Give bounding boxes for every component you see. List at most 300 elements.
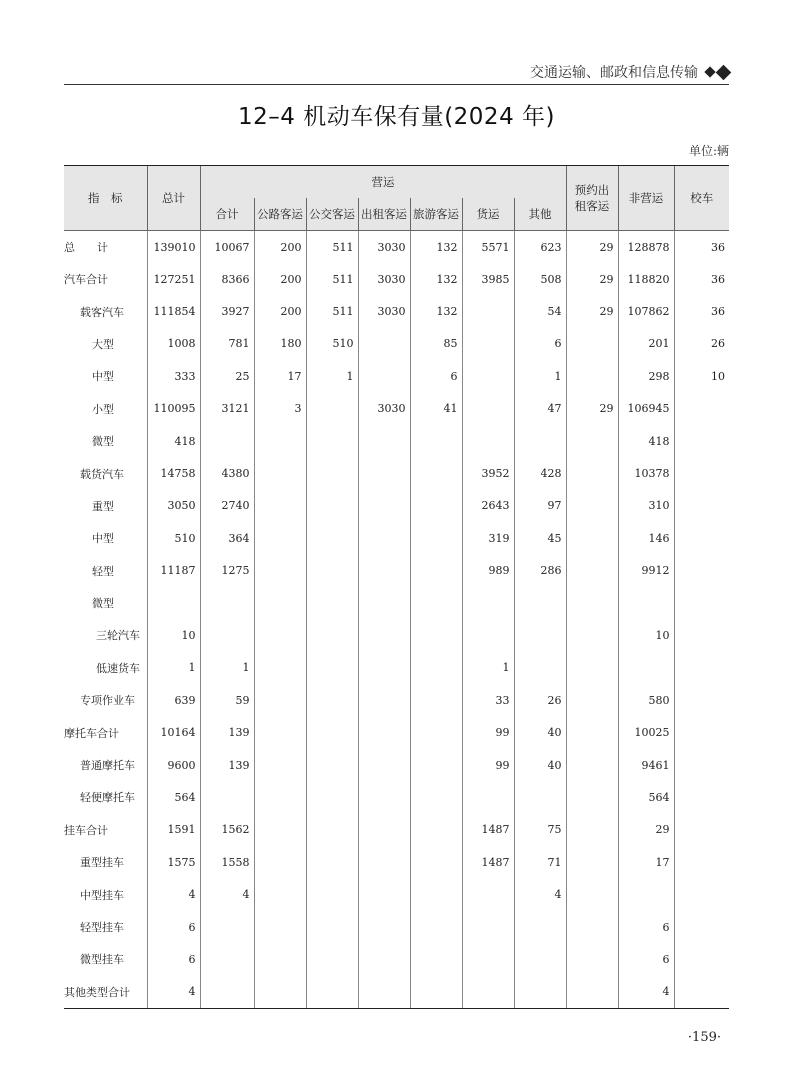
- table-cell: [410, 943, 462, 975]
- table-cell: [358, 328, 410, 360]
- table-cell: [674, 781, 729, 813]
- table-cell: 364: [200, 522, 254, 554]
- table-cell: 107862: [618, 295, 674, 327]
- row-label: 专项作业车: [80, 694, 135, 708]
- header-ride-hailing: [566, 166, 618, 231]
- table-cell: 26: [514, 684, 566, 716]
- header-non-operating: 非营运: [618, 166, 674, 231]
- table-cell: [254, 555, 306, 587]
- table-cell: 17: [618, 846, 674, 878]
- table-cell: 9600: [147, 749, 200, 781]
- table-cell: 564: [147, 781, 200, 813]
- table-cell: [462, 295, 514, 327]
- row-label: 载货汽车: [80, 467, 124, 481]
- table-cell: [254, 457, 306, 489]
- table-cell: 1487: [462, 814, 514, 846]
- table-cell: 132: [410, 295, 462, 327]
- table-cell: [254, 716, 306, 748]
- table-row: [64, 360, 729, 392]
- table-cell: 3030: [358, 393, 410, 425]
- table-cell: [306, 393, 358, 425]
- table-cell: 146: [618, 522, 674, 554]
- header-public-transit: 公交客运: [306, 198, 358, 231]
- table-cell: [462, 911, 514, 943]
- table-cell: [306, 587, 358, 619]
- table-cell: [306, 878, 358, 910]
- table-cell: [566, 684, 618, 716]
- table-cell: 17: [254, 360, 306, 392]
- table-cell: [306, 684, 358, 716]
- table-cell: [358, 749, 410, 781]
- table-cell: [410, 522, 462, 554]
- table-cell: 9461: [618, 749, 674, 781]
- table-cell: 333: [147, 360, 200, 392]
- table-cell: 3: [254, 393, 306, 425]
- table-cell: 41: [410, 393, 462, 425]
- table-cell: [358, 490, 410, 522]
- table-cell: [674, 911, 729, 943]
- table-cell: 6: [618, 911, 674, 943]
- table-cell: [358, 716, 410, 748]
- row-label: 载客汽车: [80, 305, 124, 319]
- table-cell: [254, 490, 306, 522]
- table-row: [64, 846, 729, 878]
- table-cell: [200, 943, 254, 975]
- table-cell: 1275: [200, 555, 254, 587]
- table-cell: [254, 781, 306, 813]
- table-cell: [674, 846, 729, 878]
- table-cell: [358, 619, 410, 651]
- table-cell: 132: [410, 231, 462, 264]
- row-label: 轻便摩托车: [80, 791, 135, 805]
- table-cell: [514, 781, 566, 813]
- table-cell: [618, 878, 674, 910]
- table-cell: [306, 619, 358, 651]
- table-cell: [674, 976, 729, 1009]
- table-cell: 10164: [147, 716, 200, 748]
- table-cell: [306, 425, 358, 457]
- header-tourism-passenger: 旅游客运: [410, 198, 462, 231]
- table-cell: [674, 490, 729, 522]
- table-cell: [410, 911, 462, 943]
- table-cell: 85: [410, 328, 462, 360]
- table-row: [64, 749, 729, 781]
- row-label: 中型挂车: [80, 888, 124, 902]
- table-cell: [410, 716, 462, 748]
- table-cell: [358, 555, 410, 587]
- table-cell: 29: [566, 231, 618, 264]
- table-cell: [566, 976, 618, 1009]
- table-cell: [674, 457, 729, 489]
- table-cell: [358, 911, 410, 943]
- table-cell: 428: [514, 457, 566, 489]
- table-cell: [566, 878, 618, 910]
- table-cell: 10: [618, 619, 674, 651]
- table-cell: [254, 814, 306, 846]
- table-cell: [566, 587, 618, 619]
- table-cell: 36: [674, 263, 729, 295]
- table-cell: 26: [674, 328, 729, 360]
- table-cell: 10025: [618, 716, 674, 748]
- table-cell: [254, 749, 306, 781]
- table-cell: [200, 425, 254, 457]
- header-rule: [64, 84, 729, 85]
- diamond-ornament-icon: [706, 67, 729, 78]
- table-cell: [306, 781, 358, 813]
- header-freight: 货运: [462, 198, 514, 231]
- table-cell: [306, 457, 358, 489]
- table-cell: 14758: [147, 457, 200, 489]
- vehicle-stock-table: [64, 165, 729, 1009]
- table-cell: [200, 619, 254, 651]
- table-cell: [410, 846, 462, 878]
- table-row: [64, 425, 729, 457]
- table-cell: [200, 911, 254, 943]
- table-cell: [566, 457, 618, 489]
- table-cell: [462, 943, 514, 975]
- table-cell: 781: [200, 328, 254, 360]
- header-highway-passenger: 公路客运: [254, 198, 306, 231]
- table-cell: 36: [674, 231, 729, 264]
- header-school-bus: 校车: [674, 166, 729, 231]
- table-cell: [358, 652, 410, 684]
- table-cell: [566, 716, 618, 748]
- table-cell: 99: [462, 749, 514, 781]
- row-label: 轻型: [92, 564, 114, 578]
- table-row: [64, 522, 729, 554]
- header-other: 其他: [514, 198, 566, 231]
- table-cell: [514, 619, 566, 651]
- row-label: 其他类型合计: [64, 976, 147, 1009]
- table-cell: [306, 555, 358, 587]
- table-cell: [410, 587, 462, 619]
- table-cell: 1: [462, 652, 514, 684]
- table-row: [64, 555, 729, 587]
- header-operating-subtotal: 合计: [200, 198, 254, 231]
- table-row: [64, 976, 729, 1009]
- table-cell: 10067: [200, 231, 254, 264]
- table-cell: 200: [254, 295, 306, 327]
- table-cell: [566, 943, 618, 975]
- table-row: [64, 295, 729, 327]
- row-label: 微型: [92, 597, 114, 611]
- table-cell: 418: [147, 425, 200, 457]
- table-cell: [254, 652, 306, 684]
- table-cell: 3030: [358, 263, 410, 295]
- table-cell: [358, 684, 410, 716]
- table-row: [64, 457, 729, 489]
- table-cell: [306, 749, 358, 781]
- table-row: [64, 587, 729, 619]
- table-cell: [566, 619, 618, 651]
- table-cell: 1: [147, 652, 200, 684]
- table-cell: [358, 457, 410, 489]
- table-cell: 1575: [147, 846, 200, 878]
- table-cell: 25: [200, 360, 254, 392]
- table-row: [64, 490, 729, 522]
- table-cell: [566, 522, 618, 554]
- table-cell: 4: [514, 878, 566, 910]
- unit-label: 单位:辆: [688, 144, 729, 158]
- table-cell: 10: [674, 360, 729, 392]
- table-cell: [674, 619, 729, 651]
- table-cell: [514, 943, 566, 975]
- table-cell: [674, 425, 729, 457]
- table-cell: [306, 652, 358, 684]
- table-row: [64, 393, 729, 425]
- table-cell: 639: [147, 684, 200, 716]
- row-label: 汽车合计: [64, 273, 108, 287]
- table-cell: 180: [254, 328, 306, 360]
- table-cell: [566, 814, 618, 846]
- table-cell: [147, 587, 200, 619]
- table-cell: [254, 522, 306, 554]
- table-cell: [306, 490, 358, 522]
- row-label: 低速货车: [96, 661, 140, 675]
- table-cell: 10378: [618, 457, 674, 489]
- table-cell: [514, 652, 566, 684]
- table-cell: 110095: [147, 393, 200, 425]
- table-cell: [462, 360, 514, 392]
- table-cell: 310: [618, 490, 674, 522]
- table-cell: [462, 587, 514, 619]
- table-row: [64, 328, 729, 360]
- table-cell: [358, 360, 410, 392]
- table-cell: [566, 781, 618, 813]
- table-row: [64, 781, 729, 813]
- table-cell: [566, 911, 618, 943]
- row-label: 三轮汽车: [96, 629, 140, 643]
- table-cell: 298: [618, 360, 674, 392]
- table-cell: 1: [200, 652, 254, 684]
- table-cell: 4: [147, 976, 200, 1009]
- table-cell: [358, 846, 410, 878]
- table-cell: 75: [514, 814, 566, 846]
- running-header: [530, 62, 729, 82]
- table-cell: [306, 943, 358, 975]
- row-label: 重型: [92, 499, 114, 513]
- table-cell: 201: [618, 328, 674, 360]
- table-cell: 10: [147, 619, 200, 651]
- table-cell: 4: [200, 878, 254, 910]
- running-header-text: 交通运输、邮政和信息传输: [530, 64, 698, 80]
- table-cell: 1008: [147, 328, 200, 360]
- table-cell: 29: [618, 814, 674, 846]
- table-cell: [410, 652, 462, 684]
- table-row: [64, 619, 729, 651]
- row-label: 挂车合计: [64, 823, 108, 837]
- table-cell: [674, 878, 729, 910]
- row-label: 普通摩托车: [80, 759, 135, 773]
- table-cell: [410, 781, 462, 813]
- table-cell: 3985: [462, 263, 514, 295]
- table-cell: [306, 976, 358, 1009]
- table-row: [64, 878, 729, 910]
- table-cell: [410, 749, 462, 781]
- table-cell: 5571: [462, 231, 514, 264]
- table-cell: [254, 684, 306, 716]
- table-cell: [200, 976, 254, 1009]
- table-cell: [674, 587, 729, 619]
- table-cell: 510: [306, 328, 358, 360]
- row-label: 微型挂车: [80, 953, 124, 967]
- table-cell: 564: [618, 781, 674, 813]
- table-cell: [358, 814, 410, 846]
- table-cell: 6: [147, 943, 200, 975]
- table-cell: 71: [514, 846, 566, 878]
- table-cell: 40: [514, 749, 566, 781]
- header-operating-group: 营运: [200, 166, 566, 199]
- table-cell: [618, 587, 674, 619]
- table-cell: [358, 425, 410, 457]
- table-cell: [410, 814, 462, 846]
- table-cell: 127251: [147, 263, 200, 295]
- table-cell: [358, 781, 410, 813]
- table-cell: 511: [306, 263, 358, 295]
- table-cell: [306, 814, 358, 846]
- table-cell: 11187: [147, 555, 200, 587]
- table-cell: [674, 522, 729, 554]
- table-row: [64, 911, 729, 943]
- table-cell: 3121: [200, 393, 254, 425]
- table-cell: [410, 490, 462, 522]
- table-cell: 511: [306, 295, 358, 327]
- header-total: 总计: [147, 166, 200, 231]
- table-cell: 200: [254, 263, 306, 295]
- table-cell: 128878: [618, 231, 674, 264]
- table-cell: 139: [200, 716, 254, 748]
- table-cell: 40: [514, 716, 566, 748]
- row-label: 小型: [92, 402, 114, 416]
- table-cell: 6: [618, 943, 674, 975]
- table-cell: 319: [462, 522, 514, 554]
- table-cell: [674, 814, 729, 846]
- row-label: 摩托车合计: [64, 726, 119, 740]
- table-cell: 3030: [358, 231, 410, 264]
- table-cell: 106945: [618, 393, 674, 425]
- table-cell: 6: [147, 911, 200, 943]
- table-cell: [200, 781, 254, 813]
- table-cell: [566, 652, 618, 684]
- table-cell: 580: [618, 684, 674, 716]
- table-cell: 511: [306, 231, 358, 264]
- table-cell: [566, 490, 618, 522]
- table-cell: [462, 781, 514, 813]
- table-cell: 418: [618, 425, 674, 457]
- table-cell: [254, 846, 306, 878]
- table-cell: [306, 522, 358, 554]
- header-indicator: 指 标: [64, 166, 147, 231]
- table-body: [64, 231, 729, 1009]
- table-cell: [674, 684, 729, 716]
- table-cell: 1: [306, 360, 358, 392]
- row-label: 重型挂车: [80, 856, 124, 870]
- table-cell: 111854: [147, 295, 200, 327]
- table-cell: [514, 587, 566, 619]
- table-cell: 286: [514, 555, 566, 587]
- table-cell: [410, 684, 462, 716]
- table-cell: [254, 976, 306, 1009]
- table-cell: 3952: [462, 457, 514, 489]
- table-row: [64, 231, 729, 264]
- table-cell: [566, 555, 618, 587]
- table-cell: 623: [514, 231, 566, 264]
- table-cell: [306, 716, 358, 748]
- table-cell: 33: [462, 684, 514, 716]
- table-row: [64, 652, 729, 684]
- table-cell: [514, 976, 566, 1009]
- table-cell: [410, 878, 462, 910]
- table-cell: 1562: [200, 814, 254, 846]
- table-cell: [462, 393, 514, 425]
- table-cell: 3927: [200, 295, 254, 327]
- table-cell: 99: [462, 716, 514, 748]
- table-cell: 97: [514, 490, 566, 522]
- table-cell: [358, 943, 410, 975]
- table-cell: 29: [566, 393, 618, 425]
- table-cell: 2740: [200, 490, 254, 522]
- table-cell: 3030: [358, 295, 410, 327]
- large-diamond-icon: [716, 64, 732, 80]
- table-cell: [674, 393, 729, 425]
- table-cell: 59: [200, 684, 254, 716]
- table-cell: [462, 619, 514, 651]
- table-cell: 4380: [200, 457, 254, 489]
- row-label: 轻型挂车: [80, 921, 124, 934]
- table-cell: [200, 587, 254, 619]
- table-cell: [358, 878, 410, 910]
- table-row: [64, 716, 729, 748]
- table-cell: [462, 976, 514, 1009]
- row-label: 微型: [92, 435, 114, 449]
- row-label: 中型: [92, 532, 114, 546]
- table-cell: [566, 328, 618, 360]
- table-row: [64, 943, 729, 975]
- table-cell: 2643: [462, 490, 514, 522]
- page-title: 12–4 机动车保有量(2024 年): [237, 104, 555, 130]
- table-cell: [254, 425, 306, 457]
- table-cell: [254, 911, 306, 943]
- table-cell: [674, 555, 729, 587]
- table-cell: 6: [514, 328, 566, 360]
- table-cell: 139010: [147, 231, 200, 264]
- table-cell: [462, 878, 514, 910]
- table-cell: 45: [514, 522, 566, 554]
- small-diamond-icon: [704, 66, 715, 77]
- table-cell: [462, 425, 514, 457]
- table-cell: [254, 587, 306, 619]
- table-cell: 1558: [200, 846, 254, 878]
- table-row: [64, 263, 729, 295]
- table-cell: [410, 976, 462, 1009]
- table-cell: [618, 652, 674, 684]
- table-cell: [306, 846, 358, 878]
- table-cell: [358, 522, 410, 554]
- table-cell: [254, 943, 306, 975]
- table-cell: [566, 749, 618, 781]
- table-cell: [514, 911, 566, 943]
- table-cell: [674, 652, 729, 684]
- page-number: ·159·: [687, 1030, 721, 1045]
- table-cell: 6: [410, 360, 462, 392]
- table-cell: [514, 425, 566, 457]
- header-ride-hailing-line2: 租客运: [574, 199, 610, 213]
- table-cell: [674, 943, 729, 975]
- table-cell: 132: [410, 263, 462, 295]
- table-cell: [410, 555, 462, 587]
- table-cell: 1591: [147, 814, 200, 846]
- table-cell: 29: [566, 263, 618, 295]
